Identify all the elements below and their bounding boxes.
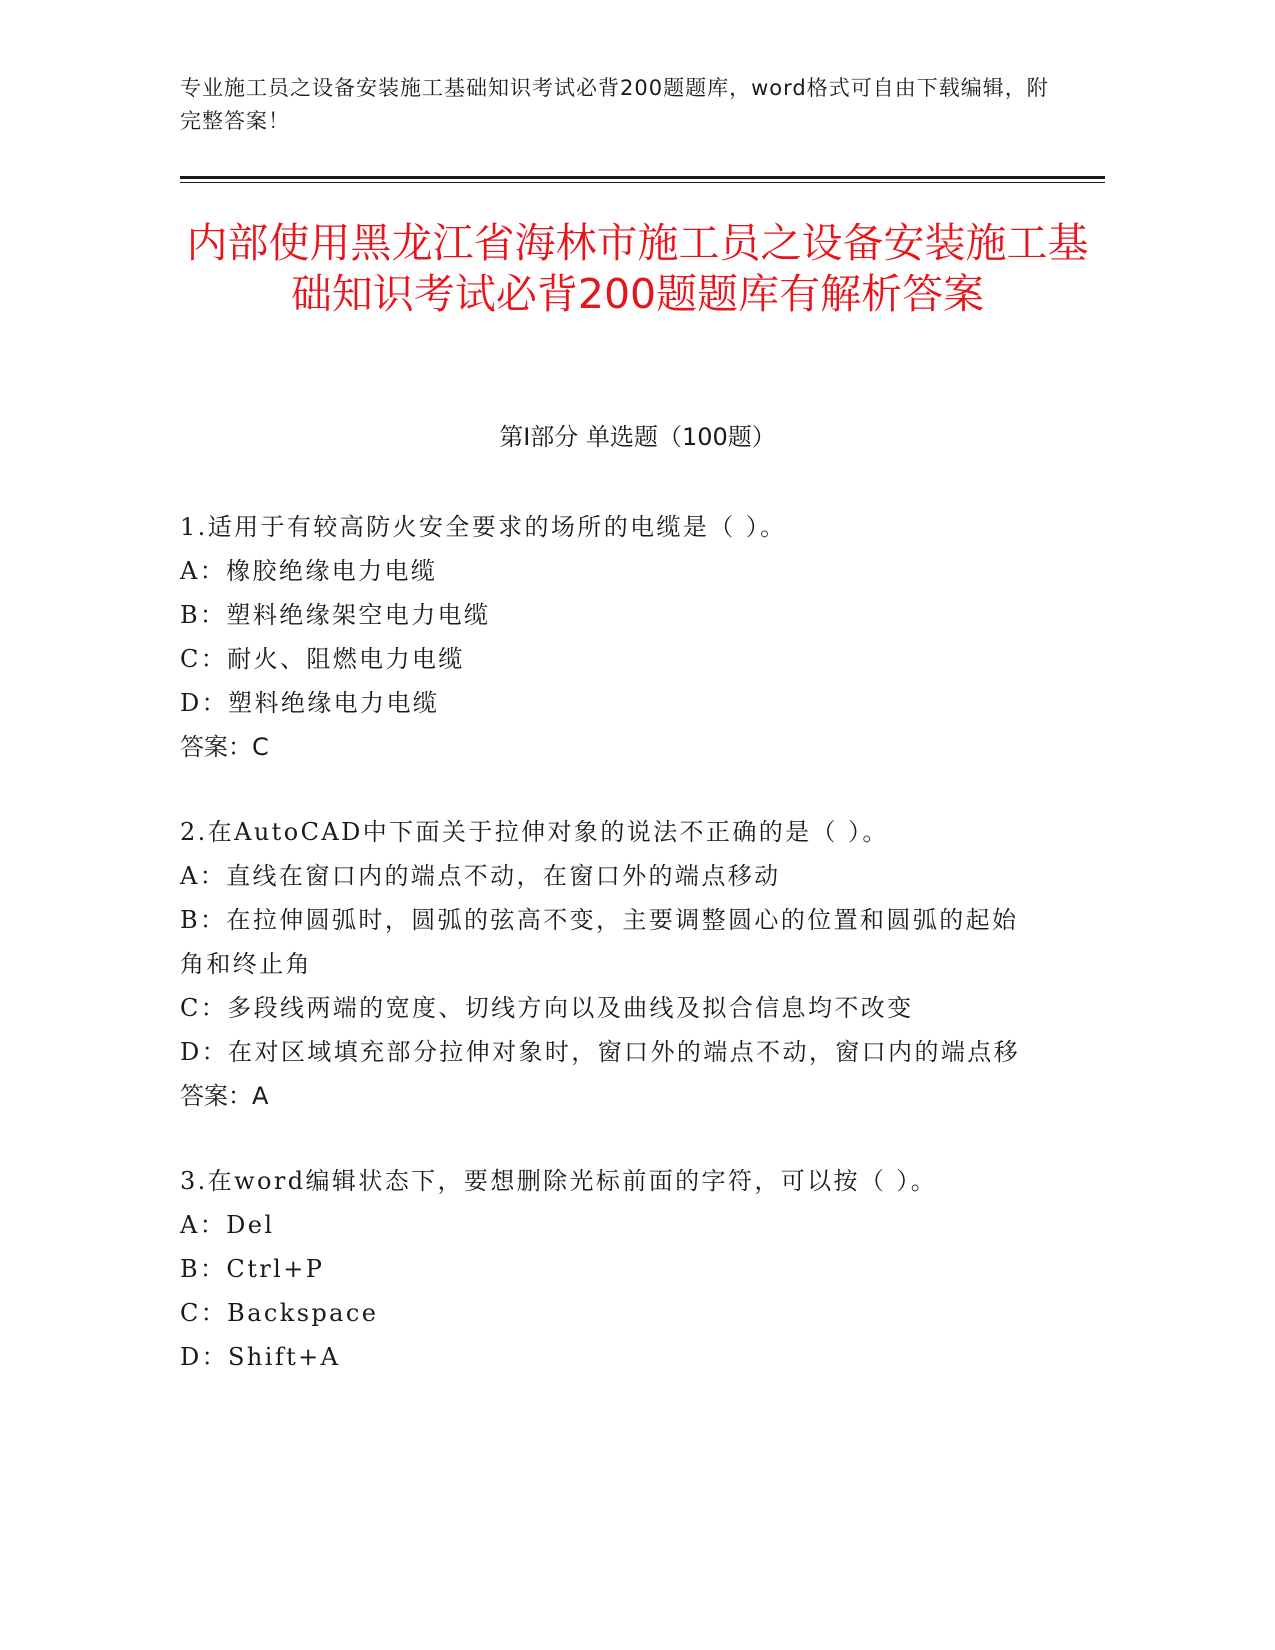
question-stem: 1.适用于有较高防火安全要求的场所的电缆是（ ）。	[180, 513, 787, 541]
option-a: A：直线在窗口内的端点不动，在窗口外的端点移动	[180, 862, 781, 890]
answer: 答案：C	[180, 733, 269, 761]
option-d: D：在对区域填充部分拉伸对象时，窗口外的端点不动，窗口内的端点移	[180, 1038, 1021, 1066]
header-note: 专业施工员之设备安装施工基础知识考试必背200题题库，word格式可自由下载编辑，附完整答案！	[180, 76, 1049, 133]
question-stem: 2.在AutoCAD中下面关于拉伸对象的说法不正确的是（ ）。	[180, 818, 889, 846]
header-rule-thick	[180, 176, 1105, 179]
option-d: D：塑料绝缘电力电缆	[180, 689, 440, 717]
question-list	[180, 505, 1040, 1420]
question-3	[180, 1159, 1040, 1379]
option-c: C：耐火、阻燃电力电缆	[180, 645, 465, 673]
option-b: B：Ctrl+P	[180, 1255, 325, 1283]
header-rule-thin	[180, 182, 1105, 183]
question-1	[180, 505, 1040, 769]
option-b: B：塑料绝缘架空电力电缆	[180, 601, 491, 629]
option-d: D：Shift+A	[180, 1343, 341, 1371]
answer: 答案：A	[180, 1082, 269, 1110]
option-a: A：橡胶绝缘电力电缆	[180, 557, 438, 585]
question-2	[180, 810, 1040, 1118]
question-stem: 3.在word编辑状态下，要想删除光标前面的字符，可以按（ ）。	[180, 1167, 938, 1195]
section-heading: 第Ⅰ部分 单选题（100题）	[499, 423, 776, 451]
option-c: C：Backspace	[180, 1299, 379, 1327]
option-a: A：Del	[180, 1211, 275, 1239]
document-title: 内部使用黑龙江省海林市施工员之设备安装施工基础知识考试必背200题题库有解析答案	[186, 219, 1089, 318]
option-c: C：多段线两端的宽度、切线方向以及曲线及拟合信息均不改变	[180, 994, 914, 1022]
option-b: B：在拉伸圆弧时，圆弧的弦高不变，主要调整圆心的位置和圆弧的起始角和终止角	[180, 906, 1019, 978]
